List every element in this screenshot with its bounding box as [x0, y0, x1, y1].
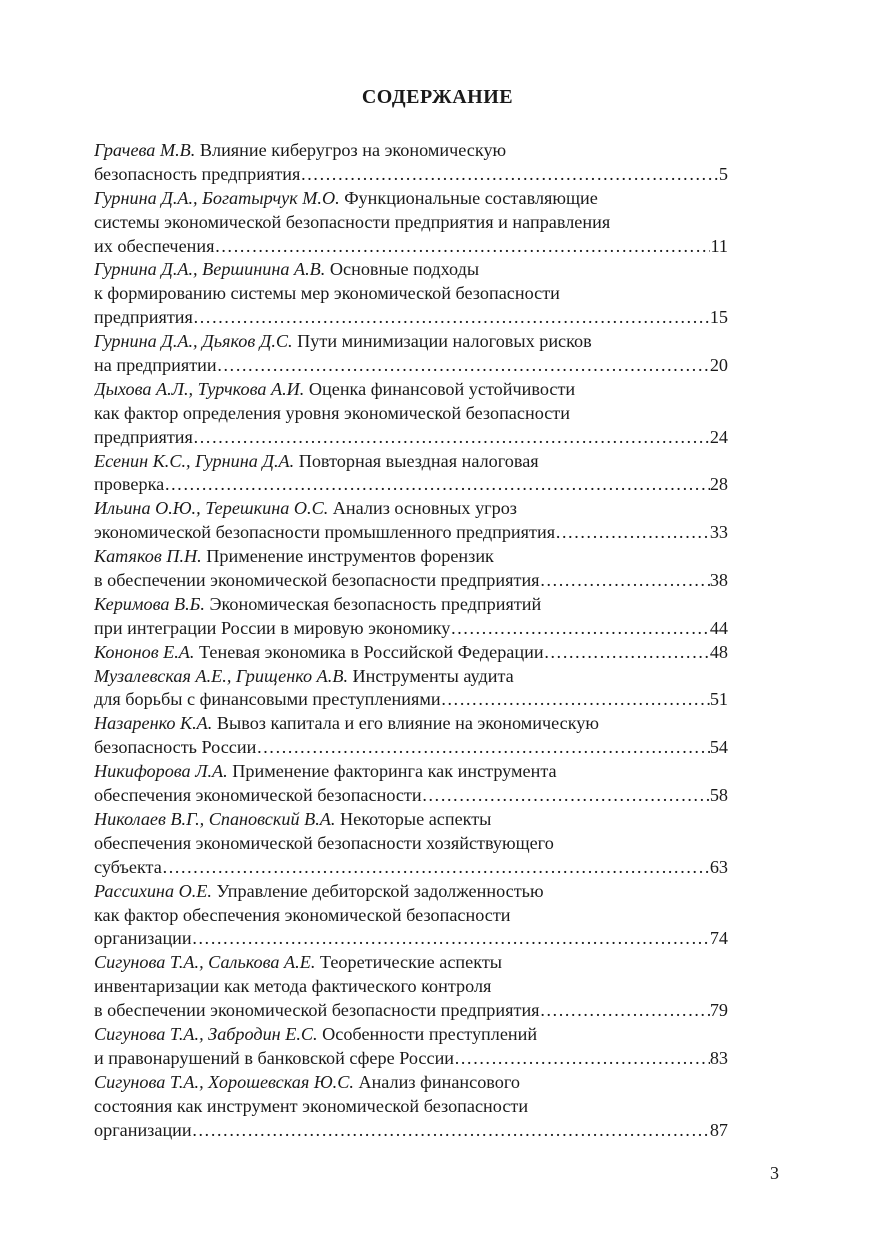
toc-authors: Гурнина Д.А., Богатырчук М.О. [94, 187, 340, 208]
toc-authors: Сигунова Т.А., Хорошевская Ю.С. [94, 1071, 354, 1092]
toc-line [94, 832, 728, 856]
toc-leader-dots [256, 736, 709, 760]
toc-authors: Музалевская А.Е., Грищенко А.В. [94, 665, 348, 686]
toc-title-text: к формированию системы мер экономической безопасности [94, 283, 560, 304]
toc-entry[interactable] [94, 378, 728, 450]
toc-title-text: безопасность предприятия [94, 163, 301, 184]
toc-entry[interactable] [94, 450, 728, 498]
toc-title-text: как фактор определения уровня экономической безопасности [94, 402, 570, 423]
toc-title-text: организации [94, 928, 192, 949]
toc-line [94, 426, 728, 450]
toc-page-number: 58 [709, 785, 728, 806]
toc-title-text: субъекта [94, 856, 162, 877]
toc-title-text: Теневая экономика в Российской Федерации [199, 641, 544, 662]
toc-line [94, 1023, 728, 1047]
toc-title-text: безопасность России [94, 737, 257, 758]
toc-line [94, 1071, 728, 1095]
toc-title-text: Анализ финансового [358, 1071, 520, 1092]
toc-authors: Рассихина О.Е. [94, 880, 212, 901]
toc-page-number: 54 [709, 737, 728, 758]
toc-line [94, 211, 728, 235]
toc-title-text: экономической безопасности промышленного предприятия [94, 522, 556, 543]
toc-page-number: 5 [718, 163, 728, 184]
toc-title-text: Анализ основных угроз [332, 498, 517, 519]
toc-leader-dots [192, 927, 710, 951]
toc-title-text: в обеспечении экономической безопасности предприятия [94, 1000, 540, 1021]
toc-entry[interactable] [94, 1023, 728, 1071]
toc-authors: Грачева М.В. [94, 140, 196, 160]
toc-line [94, 354, 728, 378]
toc-entry[interactable] [94, 187, 728, 259]
toc-title-text: Влияние киберугроз на экономическую [199, 140, 507, 160]
toc-line [94, 258, 728, 282]
toc-entry[interactable] [94, 139, 728, 187]
toc-title-text: Особенности преступлений [322, 1023, 538, 1044]
toc-page-number: 20 [709, 355, 728, 376]
toc-title-text: Применение инструментов форензик [206, 546, 494, 567]
toc-page-number: 79 [709, 1000, 728, 1021]
toc-leader-dots [441, 688, 710, 712]
toc-page-number: 83 [709, 1047, 728, 1068]
toc-line [94, 975, 728, 999]
toc-leader-dots [555, 521, 710, 545]
toc-title-text: инвентаризации как метода фактического контроля [94, 976, 492, 997]
toc-leader-dots [192, 1119, 710, 1143]
toc-line [94, 617, 728, 641]
toc-authors: Есенин К.С., Гурнина Д.А. [94, 450, 295, 471]
toc-line [94, 736, 728, 760]
toc-authors: Сигунова Т.А., Салькова А.Е. [94, 952, 316, 973]
table-of-contents [94, 139, 728, 1142]
toc-page-number: 33 [709, 522, 728, 543]
toc-leader-dots [422, 784, 710, 808]
toc-title-text: Функциональные составляющие [344, 187, 598, 208]
toc-entry[interactable] [94, 665, 728, 713]
toc-entry[interactable] [94, 641, 728, 665]
toc-line [94, 808, 728, 832]
toc-line [94, 306, 728, 330]
toc-entry[interactable] [94, 1071, 728, 1143]
toc-leader-dots [162, 856, 710, 880]
toc-title-text: Повторная выездная налоговая [298, 450, 539, 471]
toc-title-text: обеспечения экономической безопасности хозяйствующего [94, 832, 554, 853]
toc-page-number: 51 [709, 689, 728, 710]
toc-entry[interactable] [94, 712, 728, 760]
toc-line [94, 330, 728, 354]
toc-line [94, 712, 728, 736]
toc-title-text: при интеграции России в мировую экономику [94, 617, 451, 638]
toc-title-text: Основные подходы [329, 259, 480, 280]
toc-line [94, 880, 728, 904]
toc-leader-dots [450, 617, 710, 641]
toc-leader-dots [540, 569, 710, 593]
toc-page-number: 48 [709, 641, 728, 662]
toc-page-number: 11 [710, 235, 728, 256]
toc-line [94, 569, 728, 593]
toc-line [94, 187, 728, 211]
toc-line [94, 1047, 728, 1071]
toc-title-text: предприятия [94, 426, 193, 447]
toc-leader-dots [544, 641, 710, 665]
toc-authors: Катяков П.Н. [94, 546, 202, 567]
toc-leader-dots [454, 1047, 710, 1071]
toc-title-text: Оценка финансовой устойчивости [308, 378, 576, 399]
toc-line [94, 378, 728, 402]
toc-line [94, 235, 728, 259]
toc-authors: Керимова В.Б. [94, 593, 205, 614]
toc-authors: Никифорова Л.А. [94, 761, 228, 782]
toc-title-text: Пути минимизации налоговых рисков [297, 331, 592, 352]
toc-title-text: Инструменты аудита [352, 665, 514, 686]
toc-authors: Гурнина Д.А., Вершинина А.В. [94, 259, 326, 280]
toc-leader-dots [164, 473, 710, 497]
toc-title-text: и правонарушений в банковской сфере России [94, 1047, 455, 1068]
toc-authors: Назаренко К.А. [94, 713, 213, 734]
toc-line [94, 402, 728, 426]
toc-title-text: их обеспечения [94, 235, 215, 256]
toc-line [94, 904, 728, 928]
toc-line [94, 593, 728, 617]
toc-entry[interactable] [94, 545, 728, 593]
toc-line [94, 688, 728, 712]
toc-title-text: в обеспечении экономической безопасности предприятия [94, 570, 540, 591]
toc-page-number: 87 [709, 1119, 728, 1140]
toc-entry[interactable] [94, 951, 728, 1023]
toc-page-number: 24 [709, 426, 728, 447]
page-title: СОДЕРЖАНИЕ [361, 86, 514, 108]
toc-leader-dots [540, 999, 710, 1023]
toc-line [94, 1119, 728, 1143]
toc-line [94, 473, 728, 497]
toc-title-text: как фактор обеспечения экономической безопасности [94, 904, 511, 925]
toc-authors: Гурнина Д.А., Дьяков Д.С. [94, 331, 293, 352]
toc-title-text: Вывоз капитала и его влияние на экономическую [216, 713, 599, 734]
toc-line [94, 545, 728, 569]
toc-title-text: системы экономической безопасности предприятия и направления [94, 211, 611, 232]
toc-leader-dots [217, 354, 710, 378]
toc-title-text: для борьбы с финансовыми преступлениями [94, 689, 441, 710]
toc-leader-dots [214, 235, 710, 259]
toc-line [94, 665, 728, 689]
toc-line [94, 450, 728, 474]
toc-authors: Кононов Е.А. [94, 641, 195, 662]
toc-entry[interactable] [94, 880, 728, 952]
toc-title-text: состояния как инструмент экономической безопасности [94, 1095, 529, 1116]
toc-leader-dots [300, 163, 719, 187]
toc-line [94, 856, 728, 880]
toc-page-number: 28 [709, 474, 728, 495]
toc-entry[interactable] [94, 808, 728, 880]
toc-entry[interactable] [94, 258, 728, 330]
toc-authors: Дыхова А.Л., Турчкова А.И. [94, 378, 305, 399]
toc-page-number: 44 [709, 617, 728, 638]
toc-page-number: 74 [709, 928, 728, 949]
toc-entry[interactable] [94, 497, 728, 545]
toc-title-text: Экономическая безопасность предприятий [209, 593, 542, 614]
toc-entry[interactable] [94, 593, 728, 641]
toc-title-text: Некоторые аспекты [339, 808, 492, 829]
toc-line [94, 784, 728, 808]
toc-title-text: Теоретические аспекты [319, 952, 503, 973]
toc-line [94, 951, 728, 975]
toc-page-number: 15 [709, 307, 728, 328]
toc-authors: Сигунова Т.А., Забродин Е.С. [94, 1023, 318, 1044]
toc-line [94, 282, 728, 306]
toc-line [94, 139, 728, 163]
toc-page-number: 63 [709, 856, 728, 877]
toc-line [94, 760, 728, 784]
toc-line [94, 927, 728, 951]
toc-line [94, 497, 728, 521]
toc-title-text: на предприятии [94, 355, 217, 376]
toc-authors: Николаев В.Г., Спановский В.А. [94, 808, 336, 829]
toc-title-text: организации [94, 1119, 192, 1140]
toc-authors: Ильина О.Ю., Терешкина О.С. [94, 498, 329, 519]
toc-leader-dots [193, 306, 710, 330]
toc-title-text: предприятия [94, 307, 193, 328]
toc-line [94, 999, 728, 1023]
toc-leader-dots [193, 426, 710, 450]
toc-line [94, 521, 728, 545]
toc-page-number: 38 [709, 570, 728, 591]
page-number: 3 [770, 1163, 779, 1183]
toc-title-text: Управление дебиторской задолженностью [216, 880, 544, 901]
toc-entry[interactable] [94, 760, 728, 808]
toc-line [94, 641, 728, 665]
toc-line [94, 1095, 728, 1119]
toc-entry[interactable] [94, 330, 728, 378]
toc-title-text: Применение факторинга как инструмента [232, 761, 557, 782]
toc-title-text: обеспечения экономической безопасности [94, 785, 422, 806]
toc-title-text: проверка [94, 474, 165, 495]
toc-line [94, 163, 728, 187]
